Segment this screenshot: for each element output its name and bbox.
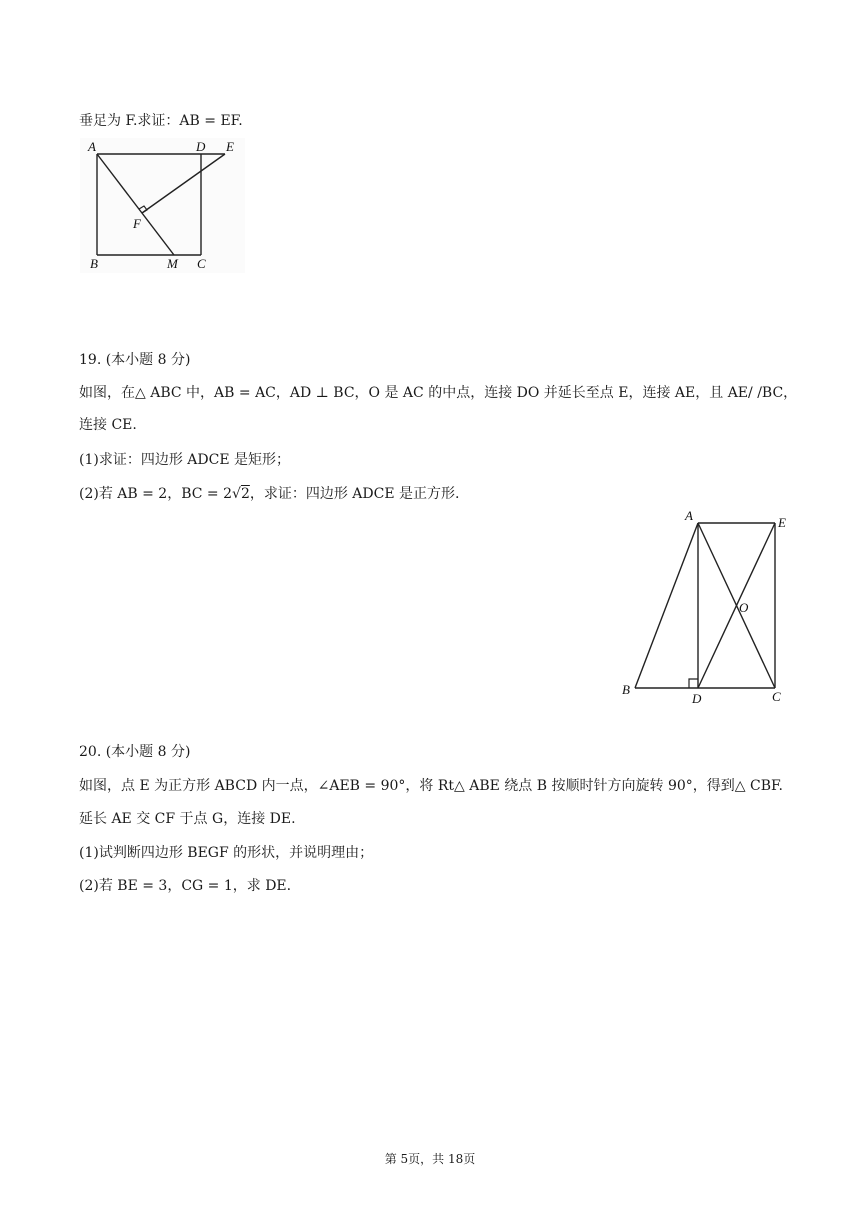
q19-text-line2: 连接 CE. xyxy=(79,417,137,433)
q18-label-e: E xyxy=(226,139,234,154)
q20-text-line2: 延长 AE 交 CF 于点 G，连接 DE. xyxy=(79,811,296,827)
q19-label-e: E xyxy=(778,515,786,530)
q19-label-c: C xyxy=(772,689,781,704)
q20-heading: 20. (本小题 8 分) xyxy=(79,744,191,760)
q18-label-m: M xyxy=(167,256,178,271)
q19-figure xyxy=(618,508,798,708)
q19-part2: (2)若 AB = 2，BC = 2√2，求证：四边形 ADCE 是正方形. xyxy=(79,486,460,502)
q20-text-line1: 如图，点 E 为正方形 ABCD 内一点，∠AEB = 90°，将 Rt△ ABE 绕点 B 按顺时针方向旋转 90°，得到△ CBF. xyxy=(79,778,783,794)
q19-part1: (1)求证：四边形 ADCE 是矩形； xyxy=(79,452,290,468)
q18-label-b: B xyxy=(90,256,98,271)
q18-conclusion: 垂足为 F.求证：AB = EF. xyxy=(79,113,243,129)
q19-sqrt-radicand: 2 xyxy=(240,486,250,502)
q20-part1: (1)试判断四边形 BEGF 的形状，并说明理由； xyxy=(79,845,374,861)
q19-label-a: A xyxy=(685,508,693,523)
q20-part2: (2)若 BE = 3，CG = 1，求 DE. xyxy=(79,878,292,894)
q19-heading: 19. (本小题 8 分) xyxy=(79,352,191,368)
q18-label-f: F xyxy=(133,216,141,231)
q19-label-d: D xyxy=(692,691,702,706)
q18-label-a: A xyxy=(88,139,96,154)
q18-label-c: C xyxy=(197,256,206,271)
q19-label-o: O xyxy=(739,600,749,615)
page-footer: 第 5页，共 18页 xyxy=(384,1152,476,1166)
q19-label-b: B xyxy=(622,682,630,697)
q18-figure xyxy=(80,138,245,273)
q19-text-line1: 如图，在△ ABC 中，AB = AC，AD ⊥ BC，O 是 AC 的中点，连接 DO 并延长至点 E，连接 AE，且 AE/ /BC， xyxy=(79,385,798,401)
q18-label-d: D xyxy=(196,139,206,154)
